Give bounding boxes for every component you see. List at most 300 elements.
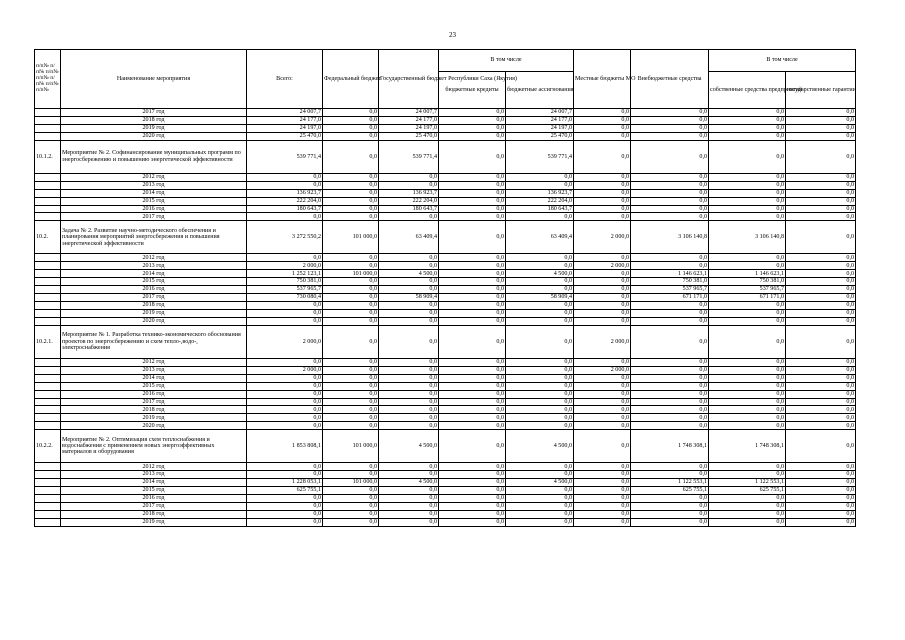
table-row <box>35 471 856 479</box>
table-row <box>35 116 856 124</box>
cell-local: 0,0 <box>574 390 631 398</box>
year-label: 2012 год <box>61 463 247 471</box>
cell-local: 0,0 <box>574 294 631 302</box>
year-label: 2019 год <box>61 414 247 422</box>
cell-own: 0,0 <box>709 109 786 117</box>
cell-local: 0,0 <box>574 124 631 132</box>
cell-total: 537 965,7 <box>247 286 323 294</box>
cell-total: 2 000,0 <box>247 262 323 270</box>
cell-total: 24 007,7 <box>247 109 323 117</box>
row-code <box>35 109 61 117</box>
cell-credits: 0,0 <box>439 124 506 132</box>
cell-federal: 0,0 <box>323 294 379 302</box>
row-code <box>35 278 61 286</box>
cell-assign: 0,0 <box>506 374 574 382</box>
cell-guar: 0,0 <box>786 398 856 406</box>
cell-credits: 0,0 <box>439 286 506 294</box>
cell-credits: 0,0 <box>439 518 506 526</box>
cell-assign: 0,0 <box>506 262 574 270</box>
header-own: собственные средства предприятий <box>709 72 786 109</box>
cell-local: 0,0 <box>574 510 631 518</box>
cell-total: 0,0 <box>247 495 323 503</box>
year-label: 2019 год <box>61 309 247 317</box>
header-state: Государственный бюджет Республики Саха (Якутия) <box>379 50 439 109</box>
table-row <box>35 124 856 132</box>
table-row <box>35 366 856 374</box>
row-code <box>35 398 61 406</box>
header-incl2: В том числе <box>709 50 856 72</box>
cell-credits: 0,0 <box>439 325 506 358</box>
cell-credits: 0,0 <box>439 414 506 422</box>
cell-assign: 222 204,0 <box>506 197 574 205</box>
cell-federal: 0,0 <box>323 181 379 189</box>
year-label: 2013 год <box>61 366 247 374</box>
year-label: 2012 год <box>61 254 247 262</box>
cell-federal: 0,0 <box>323 502 379 510</box>
cell-guar: 0,0 <box>786 116 856 124</box>
row-code <box>35 518 61 526</box>
budget-table <box>34 49 856 527</box>
item-name: Мероприятие № 1. Разработка технико-экономического обоснования проектов по энергосбережению и схем тепло-,водо-, электроснабжения <box>61 325 247 358</box>
cell-state: 0,0 <box>379 366 439 374</box>
cell-state: 0,0 <box>379 278 439 286</box>
table-row <box>35 390 856 398</box>
cell-state: 0,0 <box>379 406 439 414</box>
cell-total: 0,0 <box>247 173 323 181</box>
cell-own: 0,0 <box>709 382 786 390</box>
cell-extra: 0,0 <box>631 140 709 173</box>
row-code <box>35 374 61 382</box>
cell-credits: 0,0 <box>439 502 506 510</box>
cell-own: 0,0 <box>709 325 786 358</box>
cell-guar: 0,0 <box>786 221 856 254</box>
cell-total: 0,0 <box>247 463 323 471</box>
cell-total: 625 755,1 <box>247 487 323 495</box>
cell-own: 0,0 <box>709 181 786 189</box>
cell-total: 730 080,4 <box>247 294 323 302</box>
cell-state: 4 500,0 <box>379 270 439 278</box>
header-incl: В том числе <box>439 50 574 72</box>
cell-federal: 0,0 <box>323 254 379 262</box>
cell-state: 0,0 <box>379 495 439 503</box>
cell-credits: 0,0 <box>439 382 506 390</box>
cell-assign: 58 909,4 <box>506 294 574 302</box>
cell-federal: 0,0 <box>323 374 379 382</box>
cell-assign: 24 177,0 <box>506 116 574 124</box>
table-row <box>35 382 856 390</box>
cell-credits: 0,0 <box>439 221 506 254</box>
cell-guar: 0,0 <box>786 390 856 398</box>
cell-credits: 0,0 <box>439 132 506 140</box>
cell-federal: 101 000,0 <box>323 479 379 487</box>
year-label: 2015 год <box>61 382 247 390</box>
cell-total: 0,0 <box>247 309 323 317</box>
cell-extra: 0,0 <box>631 495 709 503</box>
cell-local: 0,0 <box>574 286 631 294</box>
cell-assign: 0,0 <box>506 213 574 221</box>
cell-assign: 0,0 <box>506 302 574 310</box>
table-row <box>35 414 856 422</box>
row-code <box>35 116 61 124</box>
cell-assign: 4 500,0 <box>506 270 574 278</box>
table-row <box>35 502 856 510</box>
table-row <box>35 487 856 495</box>
cell-federal: 0,0 <box>323 116 379 124</box>
header-name: Наименование мероприятия <box>61 50 247 109</box>
cell-state: 4 500,0 <box>379 430 439 463</box>
cell-local: 0,0 <box>574 406 631 414</box>
table-row <box>35 302 856 310</box>
year-label: 2015 год <box>61 487 247 495</box>
cell-assign: 0,0 <box>506 414 574 422</box>
cell-total: 1 228 053,1 <box>247 479 323 487</box>
cell-total: 0,0 <box>247 317 323 325</box>
row-code <box>35 254 61 262</box>
cell-own: 0,0 <box>709 422 786 430</box>
year-label: 2014 год <box>61 270 247 278</box>
row-code <box>35 366 61 374</box>
cell-total: 136 923,7 <box>247 189 323 197</box>
cell-own: 0,0 <box>709 317 786 325</box>
year-label: 2012 год <box>61 358 247 366</box>
cell-local: 0,0 <box>574 430 631 463</box>
table-row <box>35 309 856 317</box>
year-label: 2016 год <box>61 286 247 294</box>
cell-assign: 0,0 <box>506 495 574 503</box>
item-row <box>35 430 856 463</box>
cell-federal: 101 000,0 <box>323 270 379 278</box>
cell-extra: 0,0 <box>631 463 709 471</box>
item-name: Задача № 2. Развитие научно-методического обеспечения и планирования мероприятий энергосбережения и повышения энергетической эффективности <box>61 221 247 254</box>
cell-local: 0,0 <box>574 205 631 213</box>
cell-assign: 0,0 <box>506 358 574 366</box>
cell-extra: 0,0 <box>631 262 709 270</box>
table-row <box>35 270 856 278</box>
cell-own: 0,0 <box>709 205 786 213</box>
cell-credits: 0,0 <box>439 495 506 503</box>
cell-assign: 4 500,0 <box>506 430 574 463</box>
year-label: 2013 год <box>61 471 247 479</box>
cell-state: 24 177,0 <box>379 116 439 124</box>
cell-total: 1 853 808,1 <box>247 430 323 463</box>
cell-credits: 0,0 <box>439 213 506 221</box>
row-code <box>35 317 61 325</box>
item-name: Мероприятие № 2. Софинансирование муниципальных программ по энергосбережению и повышению энергетической эффективности <box>61 140 247 173</box>
cell-assign: 180 643,7 <box>506 205 574 213</box>
cell-assign: 0,0 <box>506 278 574 286</box>
cell-assign: 136 923,7 <box>506 189 574 197</box>
cell-guar: 0,0 <box>786 487 856 495</box>
cell-state: 0,0 <box>379 414 439 422</box>
cell-federal: 0,0 <box>323 390 379 398</box>
cell-total: 25 470,0 <box>247 132 323 140</box>
cell-total: 0,0 <box>247 422 323 430</box>
cell-assign: 0,0 <box>506 518 574 526</box>
cell-local: 2 000,0 <box>574 262 631 270</box>
table-row <box>35 374 856 382</box>
cell-extra: 0,0 <box>631 422 709 430</box>
cell-guar: 0,0 <box>786 471 856 479</box>
cell-own: 0,0 <box>709 262 786 270</box>
cell-state: 0,0 <box>379 382 439 390</box>
cell-assign: 539 771,4 <box>506 140 574 173</box>
cell-local: 2 000,0 <box>574 221 631 254</box>
cell-extra: 0,0 <box>631 406 709 414</box>
cell-own: 671 171,0 <box>709 294 786 302</box>
cell-own: 0,0 <box>709 414 786 422</box>
table-row <box>35 406 856 414</box>
cell-credits: 0,0 <box>439 294 506 302</box>
cell-assign: 63 409,4 <box>506 221 574 254</box>
cell-guar: 0,0 <box>786 132 856 140</box>
cell-extra: 0,0 <box>631 358 709 366</box>
table-row <box>35 132 856 140</box>
cell-state: 0,0 <box>379 471 439 479</box>
cell-local: 0,0 <box>574 495 631 503</box>
cell-guar: 0,0 <box>786 181 856 189</box>
cell-state: 0,0 <box>379 213 439 221</box>
cell-federal: 0,0 <box>323 463 379 471</box>
cell-own: 0,0 <box>709 302 786 310</box>
year-label: 2017 год <box>61 398 247 406</box>
cell-local: 0,0 <box>574 398 631 406</box>
cell-federal: 0,0 <box>323 262 379 270</box>
row-code <box>35 422 61 430</box>
cell-assign: 0,0 <box>506 181 574 189</box>
cell-own: 1 748 308,1 <box>709 430 786 463</box>
year-label: 2015 год <box>61 278 247 286</box>
cell-federal: 0,0 <box>323 317 379 325</box>
cell-assign: 0,0 <box>506 366 574 374</box>
cell-guar: 0,0 <box>786 286 856 294</box>
cell-local: 0,0 <box>574 270 631 278</box>
cell-local: 0,0 <box>574 109 631 117</box>
cell-extra: 0,0 <box>631 205 709 213</box>
cell-extra: 671 171,0 <box>631 294 709 302</box>
cell-local: 0,0 <box>574 502 631 510</box>
cell-credits: 0,0 <box>439 116 506 124</box>
cell-extra: 0,0 <box>631 109 709 117</box>
cell-federal: 0,0 <box>323 278 379 286</box>
cell-state: 0,0 <box>379 262 439 270</box>
table-row <box>35 510 856 518</box>
cell-guar: 0,0 <box>786 254 856 262</box>
cell-state: 0,0 <box>379 463 439 471</box>
cell-credits: 0,0 <box>439 398 506 406</box>
cell-federal: 0,0 <box>323 422 379 430</box>
cell-local: 0,0 <box>574 479 631 487</box>
cell-assign: 4 500,0 <box>506 479 574 487</box>
cell-state: 0,0 <box>379 398 439 406</box>
table-row <box>35 286 856 294</box>
cell-guar: 0,0 <box>786 366 856 374</box>
header-guar: государственные гарантии <box>786 72 856 109</box>
cell-extra: 750 381,0 <box>631 278 709 286</box>
cell-local: 0,0 <box>574 197 631 205</box>
year-label: 2014 год <box>61 374 247 382</box>
cell-credits: 0,0 <box>439 189 506 197</box>
table-row <box>35 173 856 181</box>
cell-credits: 0,0 <box>439 510 506 518</box>
row-code <box>35 286 61 294</box>
cell-credits: 0,0 <box>439 205 506 213</box>
cell-extra: 0,0 <box>631 518 709 526</box>
cell-federal: 0,0 <box>323 302 379 310</box>
cell-federal: 0,0 <box>323 518 379 526</box>
cell-federal: 0,0 <box>323 366 379 374</box>
cell-federal: 0,0 <box>323 197 379 205</box>
cell-total: 539 771,4 <box>247 140 323 173</box>
cell-local: 0,0 <box>574 422 631 430</box>
row-code <box>35 358 61 366</box>
cell-own: 3 106 140,8 <box>709 221 786 254</box>
year-label: 2020 год <box>61 317 247 325</box>
header-total: Всего: <box>247 50 323 109</box>
cell-local: 0,0 <box>574 116 631 124</box>
page-number: 23 <box>449 31 456 39</box>
row-code <box>35 132 61 140</box>
cell-guar: 0,0 <box>786 479 856 487</box>
cell-own: 0,0 <box>709 510 786 518</box>
cell-federal: 0,0 <box>323 414 379 422</box>
cell-federal: 101 000,0 <box>323 221 379 254</box>
year-label: 2018 год <box>61 510 247 518</box>
cell-state: 222 204,0 <box>379 197 439 205</box>
cell-own: 625 755,1 <box>709 487 786 495</box>
cell-guar: 0,0 <box>786 205 856 213</box>
cell-federal: 0,0 <box>323 205 379 213</box>
cell-local: 0,0 <box>574 463 631 471</box>
cell-credits: 0,0 <box>439 309 506 317</box>
year-label: 2017 год <box>61 294 247 302</box>
cell-local: 0,0 <box>574 181 631 189</box>
cell-credits: 0,0 <box>439 181 506 189</box>
cell-credits: 0,0 <box>439 317 506 325</box>
cell-total: 2 000,0 <box>247 366 323 374</box>
cell-guar: 0,0 <box>786 358 856 366</box>
cell-total: 0,0 <box>247 374 323 382</box>
table-row <box>35 317 856 325</box>
cell-federal: 0,0 <box>323 140 379 173</box>
cell-guar: 0,0 <box>786 414 856 422</box>
year-label: 2013 год <box>61 262 247 270</box>
year-label: 2020 год <box>61 132 247 140</box>
cell-extra: 1 748 308,1 <box>631 430 709 463</box>
cell-guar: 0,0 <box>786 510 856 518</box>
cell-extra: 3 106 140,8 <box>631 221 709 254</box>
row-code: 10.2. <box>35 221 61 254</box>
year-label: 2018 год <box>61 116 247 124</box>
cell-own: 0,0 <box>709 398 786 406</box>
cell-guar: 0,0 <box>786 463 856 471</box>
cell-federal: 0,0 <box>323 189 379 197</box>
cell-own: 1 122 553,1 <box>709 479 786 487</box>
item-row <box>35 221 856 254</box>
cell-federal: 0,0 <box>323 309 379 317</box>
cell-own: 0,0 <box>709 463 786 471</box>
cell-guar: 0,0 <box>786 430 856 463</box>
cell-extra: 0,0 <box>631 382 709 390</box>
cell-state: 4 500,0 <box>379 479 439 487</box>
row-code <box>35 173 61 181</box>
row-code <box>35 197 61 205</box>
cell-federal: 0,0 <box>323 325 379 358</box>
cell-extra: 1 122 553,1 <box>631 479 709 487</box>
cell-extra: 0,0 <box>631 197 709 205</box>
cell-credits: 0,0 <box>439 422 506 430</box>
cell-total: 1 252 123,1 <box>247 270 323 278</box>
cell-guar: 0,0 <box>786 173 856 181</box>
cell-assign: 0,0 <box>506 317 574 325</box>
table-row <box>35 197 856 205</box>
header-extra: Внебюджетные средства <box>631 50 709 109</box>
cell-credits: 0,0 <box>439 374 506 382</box>
cell-federal: 101 000,0 <box>323 430 379 463</box>
table-row <box>35 109 856 117</box>
table-row <box>35 495 856 503</box>
cell-assign: 0,0 <box>506 471 574 479</box>
cell-guar: 0,0 <box>786 262 856 270</box>
cell-total: 0,0 <box>247 502 323 510</box>
cell-extra: 0,0 <box>631 213 709 221</box>
row-code <box>35 502 61 510</box>
table-row <box>35 463 856 471</box>
table-row <box>35 398 856 406</box>
cell-guar: 0,0 <box>786 317 856 325</box>
row-code <box>35 510 61 518</box>
row-code <box>35 382 61 390</box>
cell-extra: 625 755,1 <box>631 487 709 495</box>
year-label: 2017 год <box>61 109 247 117</box>
table-row <box>35 205 856 213</box>
cell-federal: 0,0 <box>323 406 379 414</box>
year-label: 2016 год <box>61 495 247 503</box>
cell-guar: 0,0 <box>786 325 856 358</box>
cell-state: 0,0 <box>379 317 439 325</box>
cell-own: 0,0 <box>709 495 786 503</box>
header-no: п/п№ п/п№ п/п№ п/п№ п/п№ п/п№ п/п№ <box>35 50 61 109</box>
cell-credits: 0,0 <box>439 390 506 398</box>
cell-state: 0,0 <box>379 510 439 518</box>
cell-own: 0,0 <box>709 213 786 221</box>
cell-state: 0,0 <box>379 302 439 310</box>
cell-state: 0,0 <box>379 325 439 358</box>
cell-total: 750 381,0 <box>247 278 323 286</box>
table-row <box>35 213 856 221</box>
cell-credits: 0,0 <box>439 302 506 310</box>
cell-guar: 0,0 <box>786 197 856 205</box>
cell-extra: 0,0 <box>631 124 709 132</box>
cell-own: 0,0 <box>709 374 786 382</box>
year-label: 2017 год <box>61 502 247 510</box>
year-label: 2020 год <box>61 422 247 430</box>
row-code <box>35 302 61 310</box>
cell-total: 180 643,7 <box>247 205 323 213</box>
row-code <box>35 495 61 503</box>
cell-extra: 0,0 <box>631 398 709 406</box>
year-label: 2019 год <box>61 124 247 132</box>
cell-state: 24 197,0 <box>379 124 439 132</box>
cell-own: 0,0 <box>709 406 786 414</box>
cell-guar: 0,0 <box>786 502 856 510</box>
cell-guar: 0,0 <box>786 124 856 132</box>
table-row <box>35 254 856 262</box>
cell-extra: 0,0 <box>631 189 709 197</box>
cell-own: 0,0 <box>709 173 786 181</box>
year-label: 2015 год <box>61 197 247 205</box>
cell-total: 0,0 <box>247 510 323 518</box>
cell-federal: 0,0 <box>323 173 379 181</box>
